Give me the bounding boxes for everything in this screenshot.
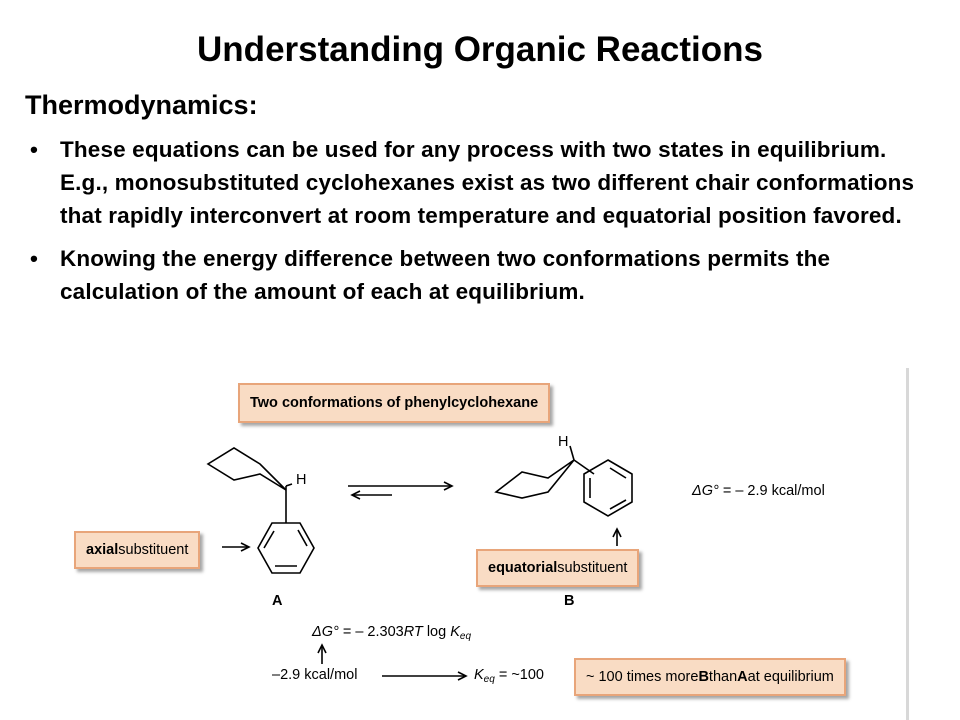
equatorial-phenyl-bond (574, 460, 594, 474)
label-a: A (272, 593, 283, 609)
cyclohexane-chair-b (496, 460, 574, 498)
equatorial-h-bond (570, 446, 574, 460)
axial-h-bond (286, 484, 292, 490)
figure-edge-divider (906, 368, 909, 720)
bullet-marker: • (30, 246, 39, 271)
phenyl-ring-a (258, 523, 314, 573)
bullet-item (30, 133, 930, 232)
phenylcyclohexane-figure (0, 368, 960, 720)
bullet-marker: • (30, 137, 39, 162)
bullet-list (30, 133, 930, 318)
equilibrium-arrows (348, 482, 452, 499)
section-heading: Thermodynamics: (25, 90, 258, 120)
gibbs-equation: ΔG° = – 2.303RT $\log K_{eq}$ (312, 624, 472, 642)
keq-value: $K_{eq}$ = ~100 (474, 667, 544, 685)
bullet-item (30, 242, 930, 308)
result-callout: ~ 100 times more B than A at equilibrium (574, 658, 846, 696)
h-label-axial: H (296, 472, 307, 488)
bullet-text: These equations can be used for any process with two states in equilibrium. E.g., monosubstituted cyclohexanes exist as two different chair conformations that rapidly interconvert at room temperature and equatorial position favored. (60, 137, 915, 228)
cyclohexane-chair-a (208, 448, 286, 490)
delta-g-value: ΔG° = – 2.9 kcal/mol (692, 483, 825, 499)
bullet-text: Knowing the energy difference between two conformations permits the calculation of the amount of each at equilibrium. (60, 246, 831, 304)
phenyl-ring-b (584, 460, 632, 516)
equatorial-callout: equatorial substituent (476, 549, 639, 587)
energy-value: –2.9 kcal/mol (272, 667, 358, 683)
figure-caption: Two conformations of phenylcyclohexane (238, 383, 550, 423)
axial-callout: axial substituent (74, 531, 200, 569)
h-label-equatorial: H (558, 434, 569, 450)
page-title: Understanding Organic Reactions (197, 30, 763, 69)
label-b: B (564, 593, 575, 609)
